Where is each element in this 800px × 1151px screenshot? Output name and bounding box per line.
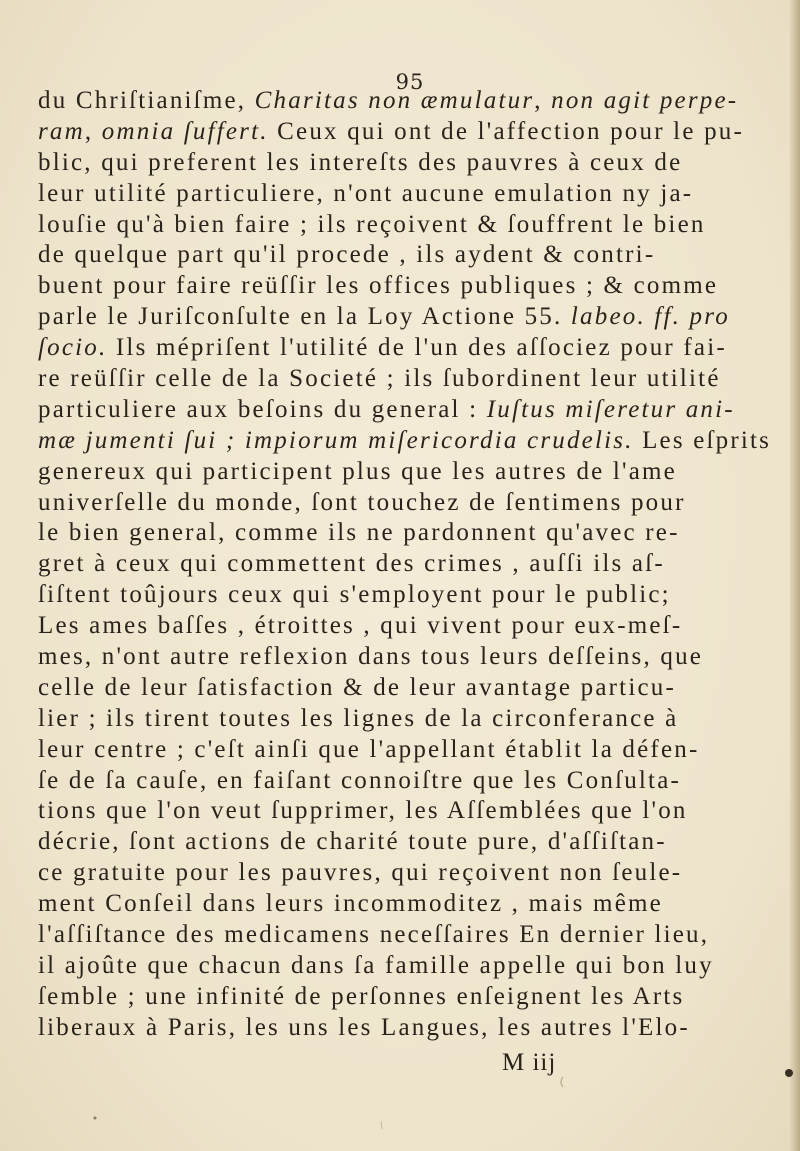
italic-text-segment: non agit perpe-: [551, 87, 739, 114]
text-line: [38, 920, 778, 951]
page-edge-shadow: [790, 0, 800, 1151]
text-segment: re reüſſir celle de la Societé ; ils ſubordinent leur utilité: [38, 365, 721, 393]
italic-text-segment: ſocio.: [38, 334, 108, 362]
text-segment: blic, qui preferent les intereſts des pauvres à ceux de: [38, 148, 683, 176]
text-line: [38, 179, 778, 210]
text-line: [38, 951, 778, 982]
signature-mark: M iij: [502, 1049, 557, 1076]
text-segment: le bien general, comme ils ne pardonnent qu'avec re-: [38, 519, 680, 547]
text-segment: l'aſſiſtance des medicamens neceſſaires En dernier lieu,: [38, 921, 710, 949]
italic-text-segment: Iuſtus miſeretur ani-: [486, 395, 735, 423]
text-line: [38, 426, 778, 457]
italic-text-segment: omnia ſuffert.: [101, 117, 269, 145]
italic-text-segment: mæ jumenti ſui ; impiorum miſericordia crudelis.: [38, 426, 634, 454]
text-segment: de quelque part qu'il procede , ils aydent & contri-: [38, 241, 656, 269]
text-segment: lier ; ils tirent toutes les lignes de la circonferance à: [38, 704, 679, 732]
text-line: [38, 704, 778, 735]
text-segment: tions que l'on veut ſupprimer, les Aſſemblées que l'on: [38, 797, 688, 825]
text-line: [38, 580, 778, 611]
text-segment: il ajoûte que chacun dans ſa famille appelle qui bon luy: [38, 951, 714, 979]
text-segment: ſe de ſa cauſe, en faiſant connoiſtre que les Conſulta-: [38, 766, 682, 794]
text-line: [38, 148, 778, 179]
text-segment: liberaux à Paris, les uns les Langues, les autres l'Elo-: [38, 1013, 690, 1041]
text-segment: celle de leur ſatisfaction & de leur avantage particu-: [38, 673, 676, 701]
text-segment: Ils mépriſent l'utilité de l'un des aſſociez pour fai-: [107, 334, 727, 362]
text-segment: mes, n'ont autre reflexion dans tous leurs deſſeins, que: [38, 643, 704, 671]
text-segment: particuliere aux beſoins du general :: [38, 395, 487, 423]
text-line: [38, 735, 778, 766]
text-line: [38, 642, 778, 673]
text-line: [38, 673, 778, 704]
text-segment: ce gratuite pour les pauvres, qui reçoivent non ſeule-: [38, 859, 683, 887]
text-segment: leur centre ; c'eſt ainſi que l'appellant établit la défen-: [38, 735, 700, 763]
text-segment: genereux qui participent plus que les autres de l'ame: [38, 457, 677, 485]
text-segment: Ceux qui ont de l'affection pour le pu-: [268, 117, 744, 145]
page-number: 95: [395, 70, 425, 94]
text-line: [38, 766, 778, 797]
body-text: [38, 86, 778, 1044]
text-segment: ment Conſeil dans leurs incommoditez , mais même: [38, 890, 663, 918]
text-line: [38, 858, 778, 889]
text-segment: leur utilité particuliere, n'ont aucune emulation ny ja-: [38, 179, 694, 207]
text-line: [38, 395, 778, 426]
text-line: [38, 210, 778, 241]
text-segment: ſemble ; une infinité de perſonnes enſeignent les Arts: [38, 982, 685, 1010]
italic-text-segment: labeo. ff. pro: [570, 303, 730, 331]
ink-speck: [561, 1077, 563, 1087]
text-segment: ſiſtent toûjours ceux qui s'employent pour le public;: [38, 581, 671, 609]
text-line: [38, 364, 778, 395]
text-line: [38, 457, 778, 488]
text-line: [38, 889, 778, 920]
text-segment: Les ames baſſes , étroittes , qui vivent pour eux-meſ-: [38, 612, 683, 640]
text-segment: du Chriſtianiſme,: [38, 87, 255, 114]
text-segment: ,: [84, 117, 102, 145]
text-line: [38, 1013, 778, 1044]
text-line: [38, 549, 778, 580]
text-segment: Les eſprits: [633, 426, 772, 454]
text-line: [38, 271, 778, 302]
text-segment: louſie qu'à bien faire ; ils reçoivent & ſouffrent le bien: [38, 210, 706, 238]
text-segment: ,: [534, 87, 552, 114]
ink-speck: [381, 1121, 382, 1129]
text-line: [38, 86, 778, 117]
ink-speck: [94, 1117, 97, 1120]
text-segment: décrie, ſont actions de charité toute pure, d'aſſiſtan-: [38, 828, 667, 856]
text-line: [38, 117, 778, 148]
italic-text-segment: Charitas non æmulatur: [254, 87, 535, 114]
text-segment: gret à ceux qui commettent des crimes , auſſi ils aſ-: [38, 550, 665, 578]
text-line: [38, 333, 778, 364]
text-segment: univerſelle du monde, ſont touchez de ſentimens pour: [38, 488, 686, 516]
text-line: [38, 982, 778, 1013]
text-line: [38, 518, 778, 549]
italic-text-segment: ram: [38, 117, 85, 145]
text-line: [38, 827, 778, 858]
text-line: [38, 240, 778, 271]
text-line: [38, 611, 778, 642]
text-line: [38, 796, 778, 827]
text-segment: parle le Juriſconſulte en la Loy Actione 55.: [38, 303, 571, 331]
text-line: [38, 488, 778, 519]
text-segment: buent pour faire reüſſir les offices publiques ; & comme: [38, 272, 719, 300]
text-line: [38, 302, 778, 333]
